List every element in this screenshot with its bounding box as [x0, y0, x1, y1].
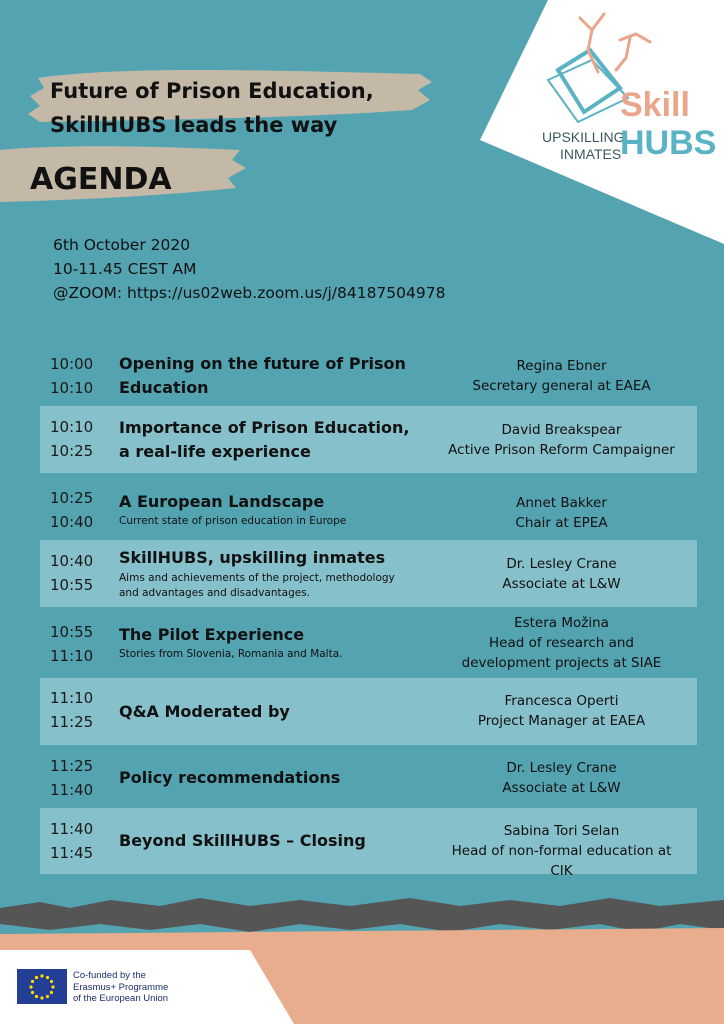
- event-date: 6th October 2020: [53, 236, 191, 254]
- session-title: The Pilot Experience: [119, 625, 305, 644]
- speaker-name: Estera Možina: [514, 615, 609, 631]
- speaker-name: Dr. Lesley Crane: [506, 760, 617, 776]
- session-end: 11:45: [50, 844, 94, 862]
- agenda-row: [40, 480, 697, 540]
- speaker-role: Secretary general at EAEA: [472, 378, 651, 394]
- agenda-row: [40, 678, 697, 745]
- footer-bands: [0, 894, 724, 1024]
- session-title: Opening on the future of Prison: [119, 354, 406, 373]
- session-start: 10:00: [50, 355, 94, 373]
- event-time: 10-11.45 CEST AM: [53, 260, 197, 278]
- eu-funding-text: [73, 970, 168, 1005]
- speaker-role: Chair at EPEA: [515, 515, 608, 531]
- session-end: 10:10: [50, 379, 94, 397]
- session-title: SkillHUBS, upskilling inmates: [119, 548, 386, 567]
- session-title: Importance of Prison Education,: [119, 418, 410, 437]
- session-title: A European Landscape: [119, 492, 325, 511]
- session-end: 11:25: [50, 713, 94, 731]
- session-start: 10:55: [50, 623, 94, 641]
- speaker-role: Project Manager at EAEA: [477, 713, 646, 729]
- speaker-name: Sabina Tori Selan: [503, 823, 620, 839]
- agenda-row: [40, 612, 697, 678]
- eu-flag-icon: [17, 969, 67, 1004]
- event-title-line-2: SkillHUBS leads the way: [50, 113, 338, 137]
- logo-tagline-2: INMATES: [560, 146, 622, 162]
- agenda-heading: AGENDA: [30, 162, 172, 197]
- session-end: 11:40: [50, 781, 94, 799]
- speaker-role: Head of research and: [489, 635, 634, 651]
- session-subtitle: and advantages and disadvantages.: [119, 587, 311, 599]
- session-title: Q&A Moderated by: [119, 702, 290, 721]
- speaker-name: Annet Bakker: [516, 495, 607, 511]
- speaker-role: Head of non-formal education at CIK: [451, 843, 672, 879]
- logo-tagline-1: UPSKILLING: [542, 129, 625, 145]
- eu-text-line: Co-funded by the: [73, 970, 146, 981]
- speaker-name: Dr. Lesley Crane: [506, 556, 617, 572]
- session-title: Policy recommendations: [119, 768, 341, 787]
- agenda-row: [40, 540, 697, 607]
- skillhubs-logo: [480, 0, 724, 250]
- speaker-role: development projects at SIAE: [461, 655, 662, 671]
- session-start: 10:25: [50, 489, 94, 507]
- logo-brand-skill: Skill: [620, 86, 690, 124]
- agenda-row: [40, 808, 697, 879]
- eu-text-line: Erasmus+ Programme: [73, 981, 169, 993]
- session-title: a real-life experience: [119, 442, 311, 461]
- session-subtitle: Current state of prison education in Europe: [119, 515, 347, 527]
- session-end: 10:55: [50, 576, 94, 594]
- speaker-role: Associate at L&W: [502, 576, 621, 592]
- agenda-row: [40, 406, 697, 473]
- agenda-row: [40, 748, 697, 808]
- zoom-link[interactable]: @ZOOM: https://us02web.zoom.us/j/84187504978: [53, 284, 446, 302]
- session-subtitle: Aims and achievements of the project, methodology: [119, 572, 395, 584]
- session-start: 11:40: [50, 820, 94, 838]
- session-title: Education: [119, 378, 209, 397]
- speaker-name: David Breakspear: [501, 422, 622, 438]
- speaker-role: Associate at L&W: [502, 780, 621, 796]
- session-start: 10:10: [50, 418, 94, 436]
- session-start: 11:25: [50, 757, 94, 775]
- logo-brand-hubs: HUBS: [620, 124, 717, 162]
- event-title-line-1: Future of Prison Education,: [50, 79, 374, 103]
- session-end: 10:40: [50, 513, 94, 531]
- session-title: Beyond SkillHUBS – Closing: [119, 831, 366, 850]
- session-subtitle: Stories from Slovenia, Romania and Malta.: [119, 648, 343, 660]
- session-end: 11:10: [50, 647, 94, 665]
- speaker-name: Francesca Operti: [504, 693, 619, 709]
- eu-stars-icon: [17, 969, 67, 1004]
- session-start: 11:10: [50, 689, 94, 707]
- eu-text-line: of the European Union: [73, 993, 169, 1004]
- session-end: 10:25: [50, 442, 94, 460]
- session-start: 10:40: [50, 552, 94, 570]
- agenda-row: [40, 346, 697, 408]
- speaker-name: Regina Ebner: [516, 358, 607, 374]
- speaker-role: Active Prison Reform Campaigner: [448, 442, 675, 458]
